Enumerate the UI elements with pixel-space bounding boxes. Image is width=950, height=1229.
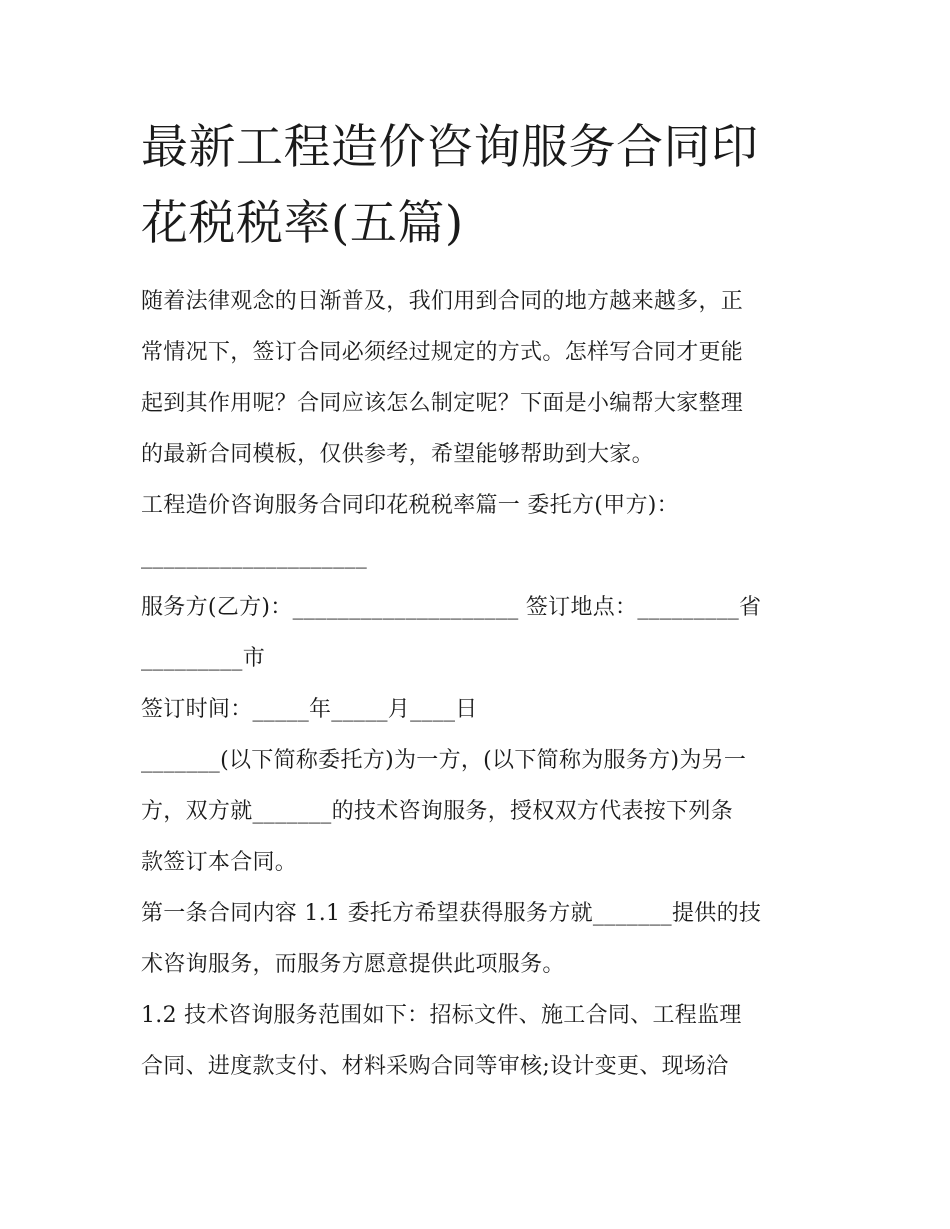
text-line: 合同、进度款支付、材料采购合同等审核;设计变更、现场洽 [141,1054,729,1079]
contract-preamble [141,735,813,888]
blank-line: ____________________ [141,544,367,569]
text-line: 的最新合同模板，仅供参考，希望能够帮助到大家。 [141,442,654,467]
text-line: 款签订本合同。 [141,850,298,875]
title-line: 花税税率(五篇) [141,196,464,251]
article-one [141,888,813,1092]
intro-paragraph [141,276,813,480]
text-line: 术咨询服务，而服务方愿意提供此项服务。 [141,952,565,977]
contract-parties [141,480,813,735]
text-line: 随着法律观念的日渐普及，我们用到合同的地方越来越多，正 [141,289,744,314]
document-body [141,110,813,1092]
text-line: 签订时间：_____年_____月____日 [141,697,478,722]
text-line: 起到其作用呢？合同应该怎么制定呢？下面是小编帮大家整理 [141,391,744,416]
text-line: 1.2 技术咨询服务范围如下：招标文件、施工合同、工程监理 [141,1003,742,1028]
text-line: 第一条合同内容 1.1 委托方希望获得服务方就_______提供的技 [141,901,762,926]
title-line: 最新工程造价咨询服务合同印 [141,120,759,175]
text-line: 方，双方就_______的技术咨询服务，授权双方代表按下列条 [141,799,734,824]
text-line: 服务方(乙方)：____________________ 签订地点：_________省 [141,595,762,620]
document-title [141,110,813,262]
text-line: _______(以下简称委托方)为一方，(以下简称为服务方)为另一 [141,748,747,773]
text-line: 工程造价咨询服务合同印花税税率篇一 委托方(甲方)： [141,493,679,518]
text-line: _________市 [141,646,265,671]
text-line: 常情况下，签订合同必须经过规定的方式。怎样写合同才更能 [141,340,744,365]
